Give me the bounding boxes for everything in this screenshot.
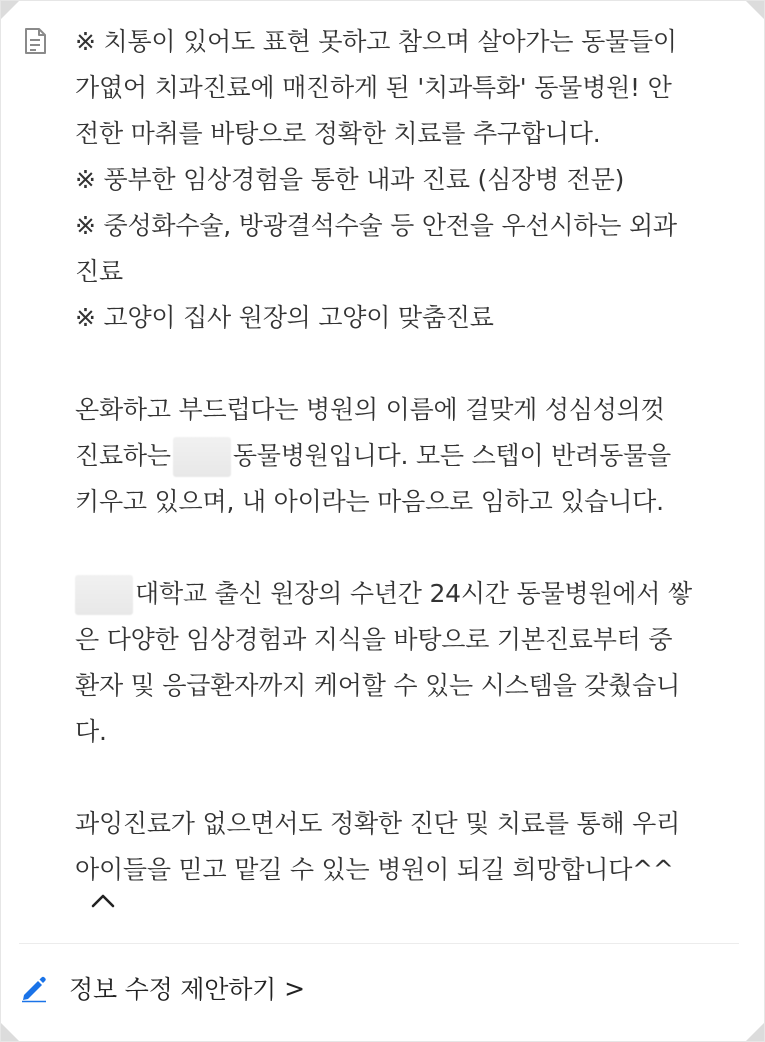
description-text: 동물병원입니다. 모든 스텝이 반려동물을 xyxy=(232,441,671,470)
paragraph-gap xyxy=(75,341,747,387)
suggest-edit-link[interactable] xyxy=(19,963,305,1013)
document-icon xyxy=(23,27,49,55)
corner-decoration xyxy=(746,1,764,19)
corner-decoration xyxy=(746,1023,764,1041)
description-text: 대학교 출신 원장의 수년간 24시간 동물병원에서 쌓 xyxy=(135,579,692,608)
chevron-up-icon[interactable] xyxy=(85,883,121,919)
description-line: 다. xyxy=(75,717,107,746)
description-line: ※ 풍부한 임상경험을 통한 내과 진료 (심장병 전문) xyxy=(75,165,625,194)
description-line xyxy=(75,571,747,617)
description-line: 가엾어 치과진료에 매진하게 된 '치과특화' 동물병원! 안 xyxy=(75,73,672,102)
description-line: ※ 고양이 집사 원장의 고양이 맞춤진료 xyxy=(75,303,494,332)
redacted-hospital-name xyxy=(173,437,231,477)
description-line: ※ 치통이 있어도 표현 못하고 참으며 살아가는 동물들이 xyxy=(75,27,677,56)
corner-decoration xyxy=(1,1023,19,1041)
corner-decoration xyxy=(1,1,19,19)
description-line: 키우고 있으며, 내 아이라는 마음으로 임하고 있습니다. xyxy=(75,487,664,516)
paragraph-gap xyxy=(75,525,747,571)
description-line: 온화하고 부드럽다는 병원의 이름에 걸맞게 성심성의껏 xyxy=(75,395,665,424)
divider xyxy=(19,943,739,944)
description-line xyxy=(75,433,747,479)
description-line: 진료 xyxy=(75,257,123,286)
description-line: ※ 중성화수술, 방광결석수술 등 안전을 우선시하는 외과 xyxy=(75,211,677,240)
redacted-university-name xyxy=(75,575,133,615)
description-line: 아이들을 믿고 맡길 수 있는 병원이 되길 희망합니다^^ xyxy=(75,855,674,884)
suggest-edit-label: 정보 수정 제안하기 xyxy=(69,975,277,1004)
description-text: 진료하는 xyxy=(75,441,171,470)
paragraph-gap xyxy=(75,755,747,801)
description-line: 환자 및 응급환자까지 케어할 수 있는 시스템을 갖췄습니 xyxy=(75,671,681,700)
description-line: 은 다양한 임상경험과 지식을 바탕으로 기본진료부터 중 xyxy=(75,625,673,654)
description-line: 과잉진료가 없으면서도 정확한 진단 및 치료를 통해 우리 xyxy=(75,809,681,838)
hospital-description xyxy=(75,19,747,893)
description-line: 전한 마취를 바탕으로 정확한 치료를 추구합니다. xyxy=(75,119,601,148)
pencil-icon xyxy=(19,973,49,1003)
chevron-right-icon: > xyxy=(284,973,306,1003)
